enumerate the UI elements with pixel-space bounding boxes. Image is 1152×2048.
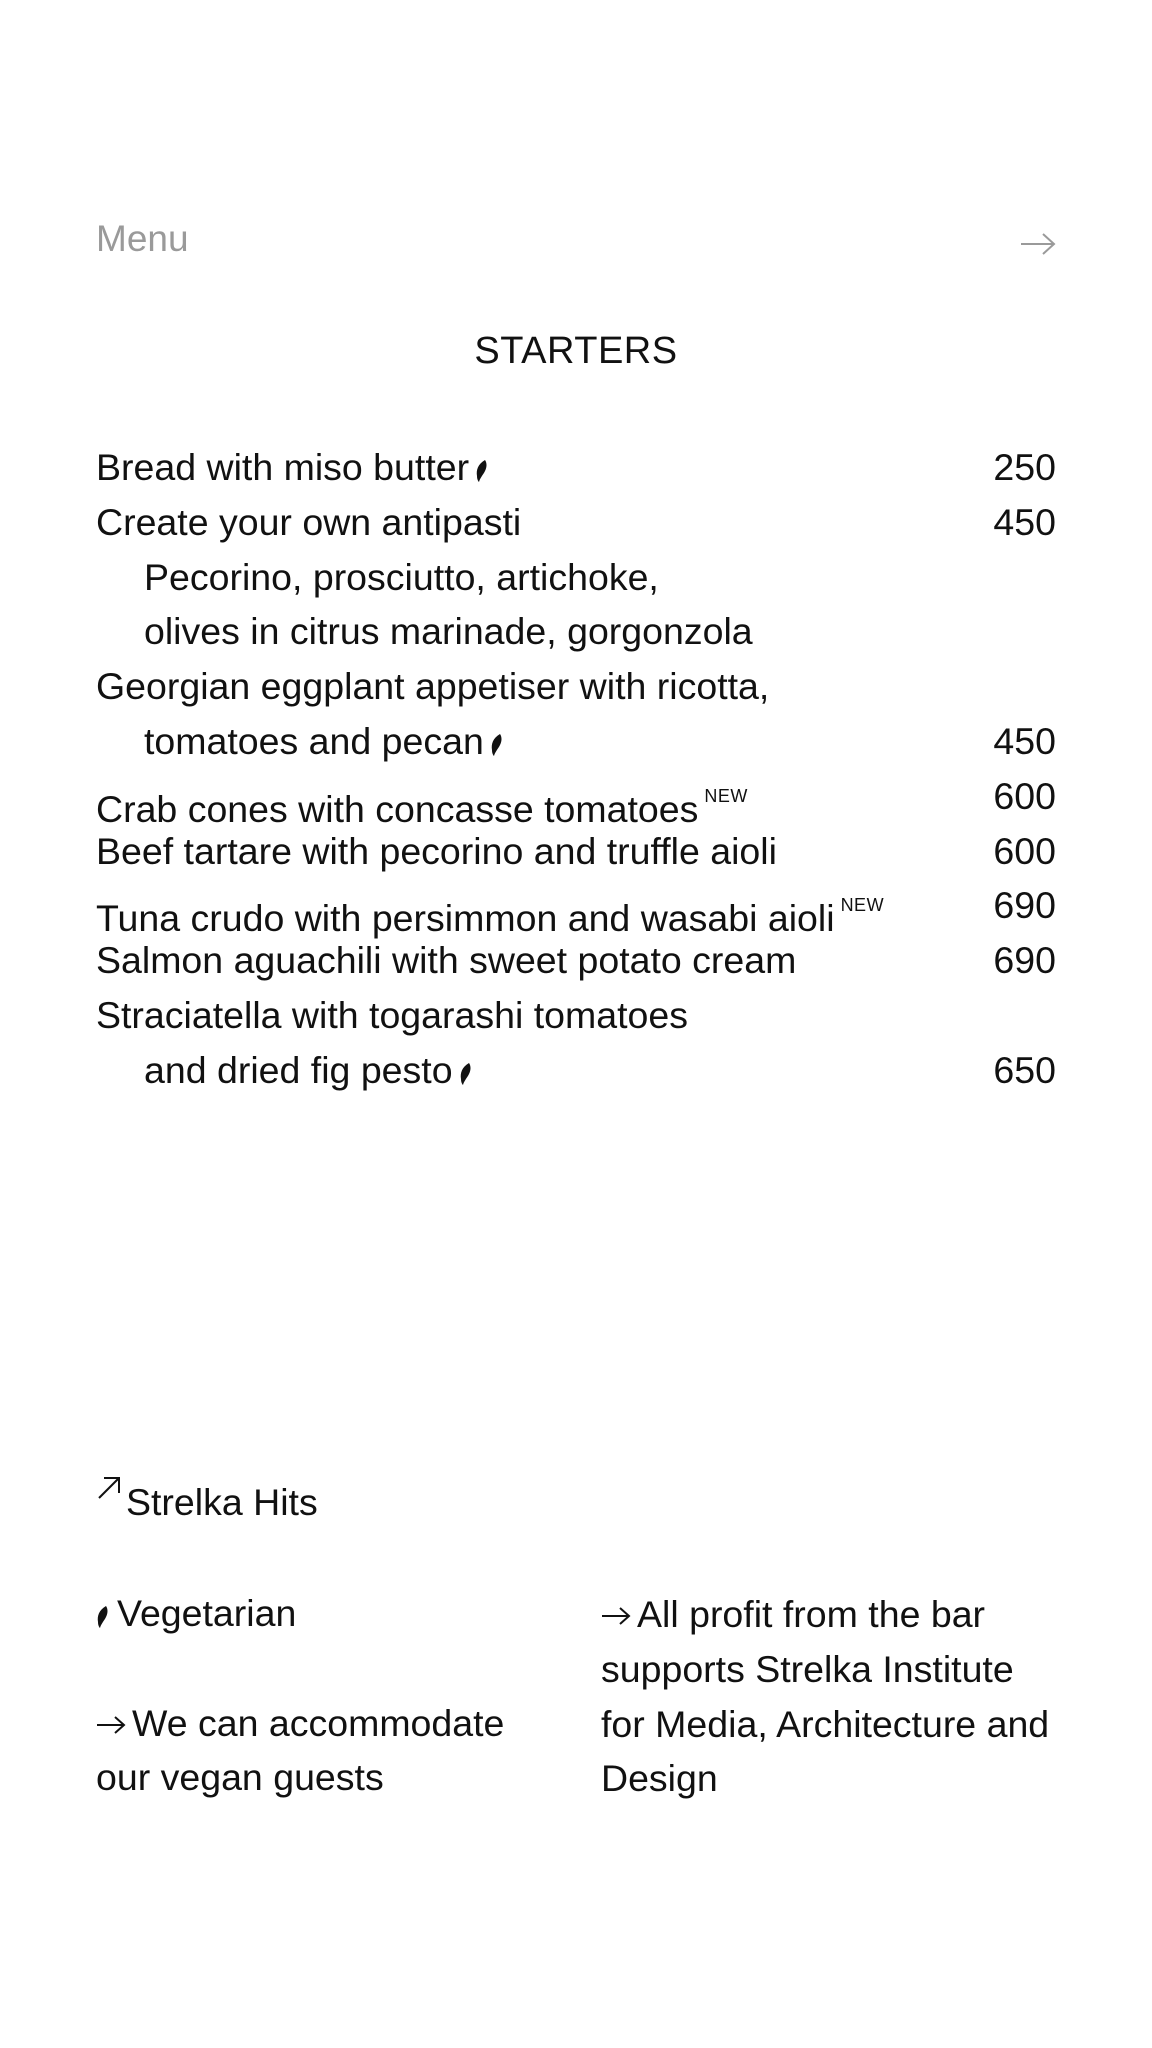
item-name: Bread with miso butter bbox=[96, 446, 470, 488]
menu-item bbox=[96, 659, 1056, 769]
legend-right bbox=[601, 1587, 1056, 1806]
top-bar bbox=[96, 212, 1056, 272]
item-price: 600 bbox=[993, 774, 1056, 817]
menu-items-list bbox=[96, 440, 1056, 1098]
menu-item bbox=[96, 769, 1056, 830]
item-name: Georgian eggplant appetiser with ricotta, bbox=[96, 665, 770, 708]
arrow-right-icon bbox=[601, 1605, 631, 1627]
menu-link[interactable]: Menu bbox=[96, 218, 189, 259]
legend-left bbox=[96, 1586, 556, 1805]
strelka-hits-label: Strelka Hits bbox=[126, 1481, 318, 1523]
item-price: 690 bbox=[993, 884, 1056, 927]
item-name: Tuna crudo with persimmon and wasabi aioli bbox=[96, 897, 835, 940]
item-price: 650 bbox=[993, 1048, 1056, 1091]
menu-item bbox=[96, 988, 1056, 1098]
item-description: Pecorino, prosciutto, artichoke, bbox=[144, 555, 659, 598]
leaf-icon bbox=[459, 1062, 472, 1086]
item-name: Crab cones with concasse tomatoes bbox=[96, 787, 699, 830]
item-price: 690 bbox=[993, 939, 1056, 982]
menu-item bbox=[96, 933, 1056, 988]
profit-note: All profit from the bar supports Strelka Institute for Media, Architecture and Design bbox=[601, 1593, 1050, 1800]
vegan-note: We can accommodate our vegan guests bbox=[96, 1701, 505, 1799]
new-badge: NEW bbox=[704, 785, 748, 806]
menu-item bbox=[96, 878, 1056, 940]
item-price: 250 bbox=[993, 446, 1056, 488]
menu-page bbox=[96, 0, 1056, 2048]
item-price: 600 bbox=[993, 829, 1056, 872]
section-title: STARTERS bbox=[474, 330, 678, 372]
item-name-continued: and dried fig pesto bbox=[144, 1048, 453, 1091]
item-description: olives in citrus marinade, gorgonzola bbox=[144, 610, 753, 653]
item-price: 450 bbox=[993, 719, 1056, 762]
vegetarian-label: Vegetarian bbox=[117, 1592, 297, 1634]
item-name: Salmon aguachili with sweet potato cream bbox=[96, 939, 797, 982]
arrow-right-icon bbox=[96, 1714, 126, 1736]
menu-item bbox=[96, 440, 1056, 495]
arrow-up-right-icon bbox=[96, 1475, 122, 1501]
leaf-icon bbox=[475, 459, 488, 483]
leaf-icon bbox=[96, 1605, 109, 1629]
new-badge: NEW bbox=[840, 895, 885, 916]
item-name: Beef tartare with pecorino and truffle aioli bbox=[96, 829, 777, 872]
menu-item bbox=[96, 824, 1056, 879]
item-name: Create your own antipasti bbox=[96, 500, 522, 543]
menu-item bbox=[96, 495, 1056, 659]
strelka-hits-link[interactable] bbox=[96, 1475, 318, 1529]
arrow-right-icon[interactable] bbox=[1020, 230, 1056, 258]
item-name-continued: tomatoes and pecan bbox=[144, 719, 484, 762]
item-name: Straciatella with togarashi tomatoes bbox=[96, 993, 688, 1036]
leaf-icon bbox=[490, 733, 503, 757]
item-price: 450 bbox=[993, 500, 1056, 543]
